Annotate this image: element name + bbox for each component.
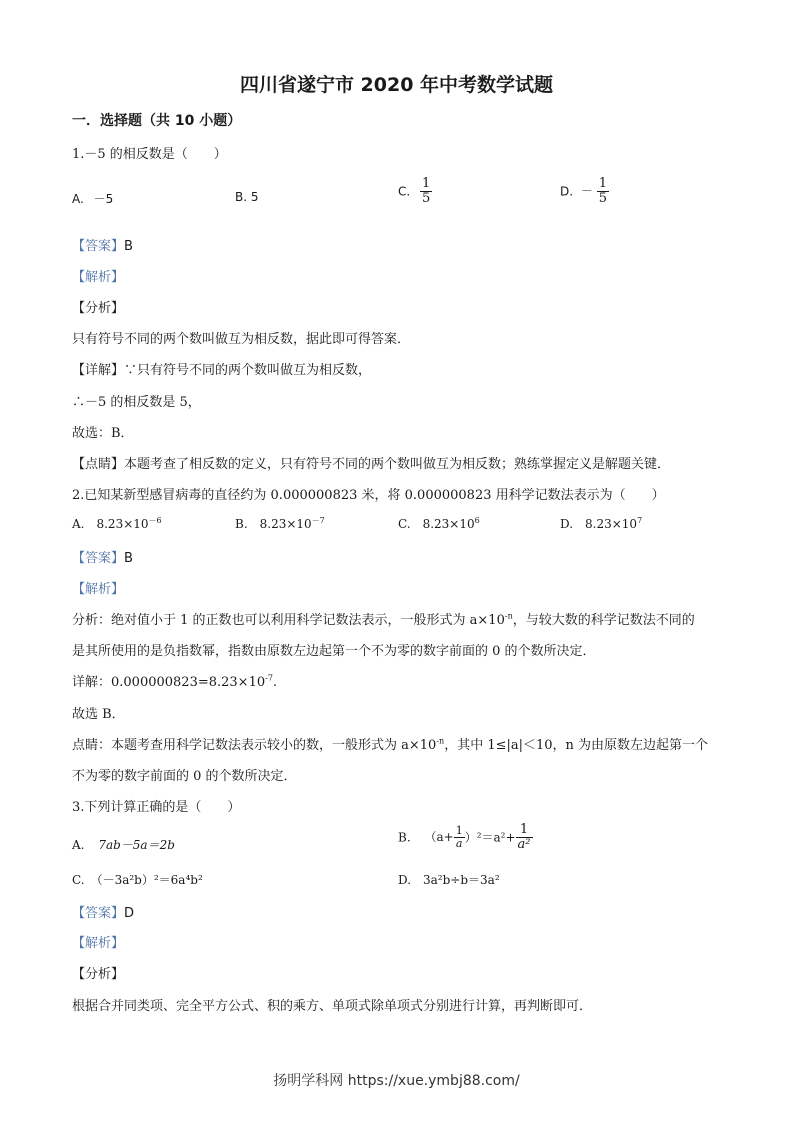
q2-option-d-exponent: 7	[637, 516, 643, 525]
q1-stem: 1.－5 的相反数是（ ）	[72, 147, 227, 162]
q2-dianjing-line2: 不为零的数字前面的 0 的个数所决定．	[72, 769, 297, 784]
q1-choose: 故选：B．	[72, 426, 134, 441]
q2-dianjing1-text: 点睛：本题考查用科学记数法表示较小的数，一般形式为 a×10	[72, 738, 437, 753]
q1-answer-tag: 【答案】	[72, 239, 125, 254]
q3-option-b-f1-num: 1	[455, 824, 463, 838]
page-title: 四川省遂宁市 2020 年中考数学试题	[239, 74, 554, 96]
q2-xiangjie-exponent: -7	[265, 673, 273, 683]
q2-option-d	[560, 515, 642, 532]
q2-option-b	[235, 515, 325, 532]
q2-option-b-exponent: －7	[311, 516, 325, 525]
q2-option-a-exponent: －6	[148, 516, 162, 525]
q1-option-d-sign: －	[580, 184, 593, 199]
section-heading: 一．选择题（共 10 小题）	[72, 113, 242, 129]
q2-fenxi1-exponent: -n	[504, 611, 513, 621]
q3-option-c: C. （－3a²b）²＝6a⁴b²	[72, 873, 203, 887]
q1-fenxi-text: 只有符号不同的两个数叫做互为相反数，据此即可得答案．	[72, 332, 411, 347]
q2-xiangjie-text: 详解：0.000000823=8.23×10	[72, 675, 266, 690]
q2-fenxi1-tail: ，与较大数的科学记数法不同的	[512, 613, 695, 628]
q2-option-b-text: B. 8.23×10	[235, 517, 312, 531]
q3-option-b-label: B.	[398, 830, 411, 845]
q1-answer	[72, 235, 133, 254]
q1-fenxi-tag: 【分析】	[72, 301, 125, 316]
q1-therefore: ∴－5 的相反数是 5，	[72, 395, 201, 410]
q1-option-a-label: A.	[72, 192, 84, 206]
q2-dianjing1-tail: ，其中 1≤|a|＜10，n 为由原数左边起第一个	[444, 738, 709, 753]
q3-stem: 3.下列计算正确的是（ ）	[72, 800, 241, 815]
q1-dianjing-tag: 【点睛】	[72, 457, 125, 472]
q1-option-c-fraction	[420, 177, 432, 207]
q2-answer	[72, 547, 133, 566]
q3-option-b-f1-den: a	[455, 837, 463, 851]
q3-fenxi-text: 根据合并同类项、完全平方公式、积的乘方、单项式除单项式分别进行计算，再判断即可．	[72, 999, 593, 1014]
q3-option-b-mid: ）²＝a²+	[464, 830, 516, 845]
q1-option-d-denominator: 5	[598, 191, 608, 207]
q2-stem: 2.已知某新型感冒病毒的直径约为 0.000000823 米，将 0.000000823 用科学记数法表示为（ ）	[72, 488, 665, 503]
q2-dianjing1-exponent: -n	[436, 736, 445, 746]
q1-option-c-denominator: 5	[422, 191, 431, 207]
q1-analysis-tag: 【解析】	[72, 270, 125, 285]
q2-option-a-text: A. 8.23×10	[72, 517, 149, 531]
q3-option-b-f2-den: a²	[517, 837, 531, 853]
q2-fenxi-line2: 是其所使用的是负指数幂，指数由原数左边起第一个不为零的数字前面的 0 的个数所决定．	[72, 644, 596, 659]
q2-fenxi-line1	[72, 609, 695, 628]
q3-option-d: D. 3a²b÷b＝3a²	[398, 873, 500, 887]
q2-option-c-text: C. 8.23×10	[398, 517, 475, 531]
q2-option-d-text: D. 8.23×10	[560, 517, 638, 531]
q2-option-a	[72, 515, 162, 532]
q3-analysis-tag: 【解析】	[72, 936, 125, 951]
q3-option-b-pre: （a+	[424, 830, 454, 845]
q2-fenxi1-text: 分析：绝对值小于 1 的正数也可以利用科学记数法表示，一般形式为 a×10	[72, 613, 505, 628]
q1-dianjing	[72, 453, 670, 472]
q1-option-d-numerator: 1	[598, 176, 608, 191]
q3-option-b-fraction1	[454, 825, 465, 850]
q1-option-c	[398, 177, 432, 207]
q3-option-b	[398, 823, 533, 853]
q1-dianjing-text: 本题考查了相反数的定义，只有符号不同的两个数叫做互为相反数；熟练掌握定义是解题关键．	[124, 457, 671, 472]
q2-option-c-exponent: 6	[474, 516, 480, 525]
q3-fenxi-tag: 【分析】	[72, 967, 125, 982]
q1-xiangjie-tag: 【详解】	[72, 363, 125, 378]
q3-option-a-label: A.	[72, 838, 85, 852]
footer-watermark: 扬明学科网 https://xue.ymbj88.com/	[273, 1073, 520, 1089]
q2-answer-value: B	[124, 551, 133, 566]
q1-option-a-text: －5	[93, 192, 114, 206]
q1-option-b: B. 5	[235, 190, 259, 204]
q3-answer-value: D	[124, 906, 135, 921]
q1-option-c-label: C.	[398, 184, 411, 199]
q2-xiangjie-tail: .	[272, 675, 278, 690]
q3-option-b-f2-num: 1	[516, 823, 533, 838]
q3-answer-tag: 【答案】	[72, 906, 125, 921]
q1-option-c-numerator: 1	[422, 176, 431, 191]
q1-option-d-label: D.	[560, 184, 574, 199]
q2-dianjing-line1	[72, 734, 708, 753]
q2-analysis-tag: 【解析】	[72, 582, 125, 597]
q1-xiangjie	[72, 359, 371, 378]
q3-option-a-text: 7ab－5a＝2b	[98, 838, 175, 852]
q1-option-d-fraction	[597, 177, 609, 207]
q3-answer	[72, 902, 134, 921]
q2-choose: 故选 B．	[72, 707, 125, 722]
q1-option-d	[560, 177, 609, 207]
q3-option-a	[72, 836, 175, 853]
q1-xiangjie-text: ∵只有符号不同的两个数叫做互为相反数，	[124, 363, 372, 378]
q3-option-b-fraction2	[516, 823, 533, 853]
q2-xiangjie	[72, 671, 277, 690]
q2-answer-tag: 【答案】	[72, 551, 125, 566]
q1-answer-value: B	[124, 239, 133, 254]
q1-option-a	[72, 190, 113, 207]
q2-option-c	[398, 515, 480, 532]
